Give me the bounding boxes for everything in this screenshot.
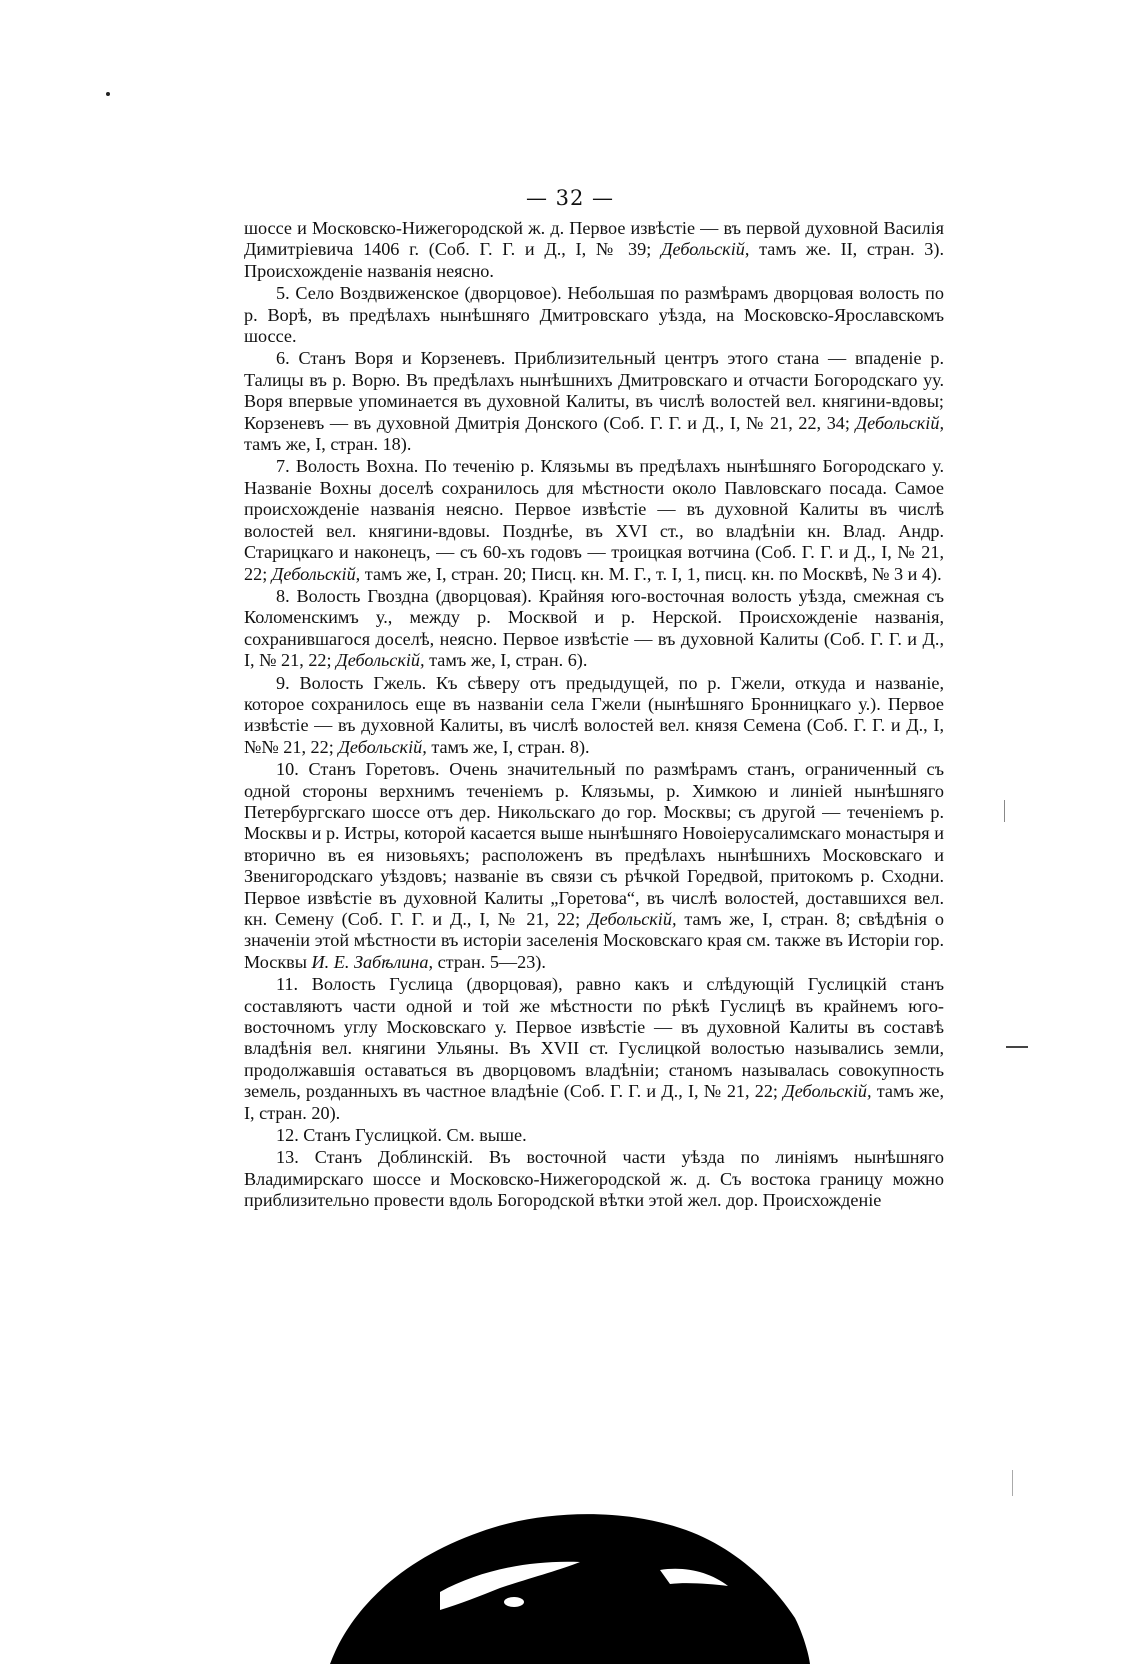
- paragraph-entry-11: 11. Волость Гуслица (дворцовая), равно какъ и слѣдующій Гуслицкій станъ составляютъ части одной и той же мѣстности по рѣкѣ Гуслицѣ въ крайнемъ юго-восточномъ углу Московскаго у. Первое извѣстіе — въ духовной Калиты въ составѣ владѣнія вел. княгини Ульяны. Въ XVII ст. Гуслицкой волостью назывались земли, продолжавшія оставаться въ дворцовомъ владѣніи; станомъ называлась совокупность земель, розданныхъ въ частное владѣніе (Соб. Г. Г. и Д., I, № 21, 22; Дебольскій, тамъ же, I, стран. 20).: [244, 974, 945, 1123]
- stray-dot-mark: [106, 92, 110, 96]
- document-body: [244, 218, 944, 1213]
- paragraph-entry-13: 13. Станъ Доблинскій. Въ восточной части уѣзда по линіямъ нынѣшняго Владимирскаго шоссе и Московско-Нижегородской ж. д. Съ востока границу можно приблизительно провести вдоль Богородской вѣтки этой жел. дор. Происхожденіе: [244, 1147, 944, 1211]
- margin-scan-mark: [1012, 1470, 1013, 1496]
- paragraph-entry-9: 9. Волость Гжель. Къ сѣверу отъ предыдущей, по р. Гжели, откуда и названіе, которое сохранилось еще въ названіи села Гжели (нынѣшняго Бронницкаго у.). Первое извѣстіе — въ духовной Калиты, въ числѣ волостей вел. князя Семена (Соб. Г. Г. и Д., I, №№ 21, 22; Дебольскій, тамъ же, I, стран. 8).: [244, 672, 944, 757]
- paragraph-entry-5: 5. Село Воздвиженское (дворцовое). Небольшая по размѣрамъ дворцовая волость по р. Ворѣ, въ предѣлахъ нынѣшняго Дмитровскаго уѣзда, на Московско-Ярославскомъ шоссе.: [244, 283, 944, 347]
- paragraph-entry-8: 8. Волость Гвоздна (дворцовая). Крайняя юго-восточная волость уѣзда, смежная съ Коломенскимъ у., между р. Москвой и р. Нерской. Происхожденіе названія, сохранившагося доселѣ, неясно. Первое извѣстіе — въ духовной Калиты (Соб. Г. Г. и Д., I, № 21, 22; Дебольскій, тамъ же, I, стран. 6).: [244, 585, 944, 671]
- paragraph-entry-12: 12. Станъ Гуслицкой. См. выше.: [276, 1125, 527, 1146]
- paragraph-entry-6: 6. Станъ Воря и Корзеневъ. Приблизительный центръ этого стана — впаденіе р. Талицы въ р. Ворю. Въ предѣлахъ нынѣшнихъ Дмитровскаго и отчасти Богородскаго уу. Воря впервые упоминается въ духовной Калиты, въ числѣ волостей вел. княгини-вдовы; Корзеневъ — въ духовной Дмитрія Донского (Соб. Г. Г. и Д., I, № 21, 22, 34; Дебольскій, тамъ же, I, стран. 18).: [244, 348, 944, 455]
- margin-scan-mark: [1006, 1046, 1028, 1048]
- paragraph-entry-10: 10. Станъ Горетовъ. Очень значительный по размѣрамъ станъ, ограниченный съ одной стороны верхнимъ теченіемъ р. Клязьмы, р. Химкою и линіей нынѣшняго Петербургскаго шоссе отъ дер. Никольскаго до гор. Москвы; съ другой — теченіемъ р. Москвы и р. Истры, которой касается выше нынѣшняго Новоіерусалимскаго монастыря и вторично въ ея низовьяхъ; расположенъ въ предѣлахъ нынѣшнихъ Московскаго и Звенигородскаго уѣздовъ; названіе въ связи съ рѣчкой Горедвой, притокомъ р. Сходни. Первое извѣстіе въ духовной Калиты „Горетова“, въ числѣ волостей, доставшихся вел. кн. Семену (Соб. Г. Г. и Д., I, № 21, 22; Дебольскій, тамъ же, I, стран. 8; свѣдѣнія о значеніи этой мѣстности въ исторіи заселенія Московскаго края см. также въ Исторіи гор. Москвы И. Е. Забѣлина, стран. 5—23).: [244, 759, 945, 972]
- page-number: — 32 —: [525, 186, 615, 210]
- margin-scan-mark: [1004, 800, 1005, 822]
- ink-blot-scan-artifact: [330, 1500, 810, 1664]
- paragraph-continuation: шоссе и Московско-Нижегородской ж. д. Первое извѣстіе — въ первой духовной Василія Димитріевича 1406 г. (Соб. Г. Г. и Д., I, № 39; Дебольскій, тамъ же. II, стран. 3). Происхожденіе названія неясно.: [244, 218, 945, 281]
- paragraph-entry-7: 7. Волость Вохна. По теченію р. Клязьмы въ предѣлахъ нынѣшняго Богородскаго у. Названіе Вохны доселѣ сохранилось для мѣстности около Павловскаго посада. Самое происхожденіе названія неясно. Первое извѣстіе — въ духовной Калиты въ числѣ волостей вел. княгини-вдовы. Позднѣе, въ XVI ст., во владѣніи кн. Влад. Андр. Старицкаго и наконецъ, — съ 60-хъ годовъ — троицкая вотчина (Соб. Г. Г. и Д., I, № 21, 22; Дебольскій, тамъ же, I, стран. 20; Писц. кн. М. Г., т. I, 1, писц. кн. по Москвѣ, № 3 и 4).: [244, 456, 944, 584]
